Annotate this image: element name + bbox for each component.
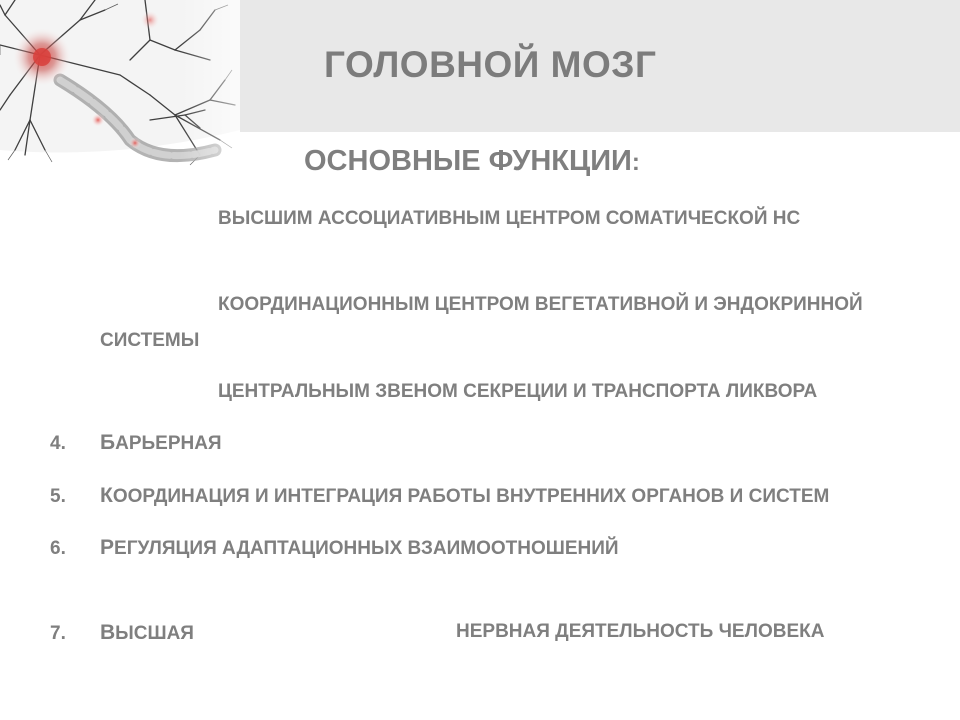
list-item [100, 621, 194, 645]
list-item-initial: В [100, 621, 116, 644]
neuron-illustration [0, 0, 240, 170]
list-item-number: 6. [50, 538, 66, 559]
subtitle-colon: : [631, 149, 640, 176]
list-item-text: АРЬЕРНАЯ [115, 433, 222, 454]
list-item-text: ВЫСШИМ АССОЦИАТИВНЫМ ЦЕНТРОМ СОМАТИЧЕСКОЙ НС [218, 208, 801, 229]
section-subtitle [304, 145, 640, 178]
slide-title: ГОЛОВНОЙ МОЗГ [324, 44, 657, 85]
list-item [100, 536, 619, 560]
list-item-text: КООРДИНАЦИОННЫМ ЦЕНТРОМ ВЕГЕТАТИВНОЙ И ЭНДОКРИННОЙ [218, 294, 863, 315]
list-item-text: СИСТЕМЫ [100, 330, 200, 351]
list-item-text: ЫСШАЯ [115, 623, 194, 644]
list-item-text-right [456, 621, 824, 643]
list-item [218, 294, 863, 316]
list-item-number: 4. [50, 433, 66, 454]
list-item-text: ЕГУЛЯЦИЯ АДАПТАЦИОННЫХ ВЗАИМООТНОШЕНИЙ [114, 538, 619, 559]
list-item-number: 5. [50, 486, 66, 507]
list-item [100, 431, 222, 455]
list-item-text: НЕРВНАЯ ДЕЯТЕЛЬНОСТЬ ЧЕЛОВЕКА [456, 621, 825, 642]
list-item-initial: Р [100, 536, 115, 559]
list-item-text: ЦЕНТРАЛЬНЫМ ЗВЕНОМ СЕКРЕЦИИ И ТРАНСПОРТА ЛИКВОРА [218, 381, 818, 402]
list-item-text: ООРДИНАЦИЯ И ИНТЕГРАЦИЯ РАБОТЫ ВНУТРЕННИХ ОРГАНОВ И СИСТЕМ [112, 486, 830, 507]
list-item [218, 208, 800, 230]
list-item [218, 381, 817, 403]
list-item [100, 484, 829, 508]
list-item-number: 7. [50, 623, 66, 644]
list-item-initial: К [100, 484, 113, 507]
subtitle-text: ОСНОВНЫЕ ФУНКЦИИ [304, 145, 632, 177]
list-item-initial: Б [100, 431, 116, 454]
list-item-continuation [100, 330, 199, 352]
